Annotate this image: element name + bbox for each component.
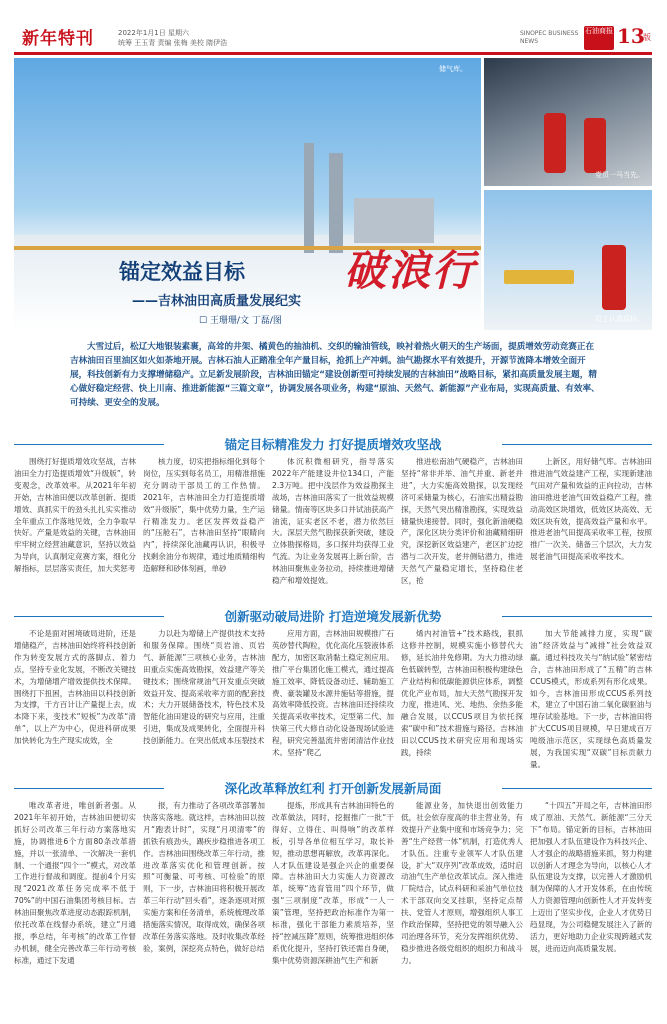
worker-figure [602,245,626,310]
text-column: 不论是面对困境破局进阶，还是增储稳产，吉林油田始终将科技创新作为转变发展方式的落脚点、着力点，坚持专业化发展，不断改关键技术，为增储增产增效提供技术保障。围绕打下扭困，吉林油田以科技创新为支撑，干方百计让产量提上去，成本降下来，变技术“短板”为改革“清单”，以上产为中心，促进科研成果加快转化为生产现实成效，全 [14,629,136,746]
section-body-3 [14,800,652,1018]
text-column: 报，有力推动了各项改革部署加快落实落地。就这样，吉林油田以按月“跑表计时”，实现“月项清零”的抓铁有痕劲头，踢疾步稳推进各项工作。吉林油田围绕改革三年行动，推进改革落实优化和管理创新。按照“可衡量、可考核、可检验”的原则，下一步，吉林油田将积极开展改革三年行动“回头看”，逐条逐项对照实施方案和任务清单，系统梳理改革措施落实情况，取得成效，确保各项改革任务落实落地。及时收集改革经验，案例，深挖亮点特色，做好总结 [143,801,265,953]
side-photo-inspection [484,190,652,330]
page-suffix: 版 [643,33,651,42]
hero-photo-caption: 储气库。 [439,65,467,73]
text-column: 核力度，切实把指标细化到每个岗位，压实到每名员工，用精准措施充分调动干部员工的工作热情。2021年，吉林油田全力打造提质增效“升级版”，集中优势力量，生产运行精准发力。老区发挥效益稳产的“压舱石”，吉林油田坚持“眼睛向内”，持续深化油藏再认识，积极寻找剩余油分布规律，通过地质精细构造解释和砂体刻画，单砂 [143,457,265,574]
text-column: 提炼，形成具有吉林油田特色的改革做法，同时，挖掘推广一批“干得好、立得住、叫得响”的改革样板，引导各单位相互学习，取长补短，推动思想再解放，改革再深化。人才队伍建设是强企兴企的重要保障。吉林油田大力实施人力资源改革，统筹“选育管用”四个环节，做强“三项制度”改革，形成“一人一策”管理，坚持把政治标准作为第一标准，强化干部能力素质培养，坚持“控减压降”原则，统筹推进组织体系优化提升，坚持打铁还需自身硬，集中优势资源深耕油气生产和新 [272,801,394,965]
worker-figure [544,113,566,173]
section-heading-3 [14,776,652,798]
section-body-1 [14,456,652,596]
masthead-rule [14,52,652,55]
text-column: 加大节能减排力度，实现“碳油”经济效益与“减排”社会效益双赢。通过科技攻关与“纳试验”紧密结合，吉林油田形成了“五精”的吉林CCUS模式，形成系列有形化成果。如今，吉林油田形成CCUS系列技术，建立了中国石油二氧化碳驱油与埋存试验基地。下一步，吉林油田将扩大CCUS项目规模，早日建成百万吨级油示范区，实现绿色高质量发展，为我国实现“双碳”目标贡献力量。 [530,629,652,768]
side-photo-workers [484,58,652,186]
text-column: 体沉积微相研究，指导落实2022年产能建设井位134口，产能2.3万吨。把中浅层作为效益勘探主战场，吉林油田落实了一批效益规模储量。情南等区块多口井试油获高产油流，证实老区不老，潜力依然巨大。深层天然气勘探获新突破，建设立体勘探格局，多口探井均获得工业气流。为让业务发展再上新台阶，吉林油田聚焦业务拉动，持续推进增储稳产和增效提效。 [272,457,394,586]
issue-meta [118,28,227,48]
hero-photo [14,58,481,330]
masthead [0,0,667,56]
pipeline-valve [504,270,574,284]
section-title: 创新驱动破局进阶 打造逆境发展新优势 [224,609,442,624]
text-column: 能源业务，加快退出创效能力低，社会依存度高的非主营业务，有效提升产业集中度和市场竞争力；完善“生产经营一体”机制，打造优秀人才队伍。注重专业领军人才队伍建设，扩大“双序列”改革成效，适时启动油气生产单位改革试点。深入推进厂院结合，试点科研和采油气单位技术干部双向交叉挂职，坚持定点帮扶、党管人才原则，增强组织人事工作政治保障，坚持把党的领导融入公司治理各环节，充分发挥组织优势、稳步推进各级党组织的组织力和战斗力。 [401,801,523,965]
paper-english-name: SINOPEC BUSINESS NEWS [520,30,579,45]
text-column: 围绕打好提质增效攻坚战，吉林油田全力打造提质增效“升级版”，转变观念，改革效率。从2021年年初开始，吉林油田便以改革创新、提质增效、真抓实干的劲头扎扎实实推动全年重点工作落地见效，全力争取早快好。产量是效益的关键，吉林油田牢牢树立经营油藏意识，坚持以效益为导向，认真制定竞赛方案，细化分解指标，层层落实责任，加大奖惩考 [14,457,136,574]
headline-emphasis: 破浪行 [344,246,477,295]
section-title: 锚定目标精准发力 打好提质增效攻坚战 [224,437,442,452]
section-body-2 [14,628,652,768]
heading-rule [502,616,652,617]
worker-figure [584,118,606,173]
heading-rule [502,788,652,789]
headline-subtitle: ——吉林油田高质量发展纪实 [132,294,302,309]
side-photo-caption: 员工认真巡检。 [595,315,644,323]
page-number: 13 [617,24,645,48]
text-column: 应用方面，吉林油田规模推广石英砂替代陶粒，优化高化压裂液体系配方，加密区取消黏土稳定剂应用。推广平台集团化施工模式，通过提高施工效率、降低设备动迁、辅助施工费、豪装罐及水源井施钻等措施，提高效率降低投资。吉林油田还持续攻关提高采收率技术，定型第二代、加快第三代大修自动化设备现场试验进程，研究完善温流井密闭清洁作业技术。坚持“爬乙 [272,629,394,758]
text-column: 力以赴为增储上产提供技术支持和服务保障。围绕“页岩油、页岩气、新能源”三项核心业务，吉林油田重点实施高效勘探，效益建产等关键技术；围绕常规油气开发重点突破效益开发、提高采收率方面的配套技术；大力开展储备技术，特色技术及智能化油田建设的研究与应用，注重引进，集成及成果转化，全面提升科技创新能力。在突出低成本压裂技术 [143,629,265,746]
gas-facility-tank [354,198,434,243]
gas-facility-tower [329,153,343,253]
text-column: 推进松南油气硬稳产，吉林油田坚持“常非并举、油气并重、新老并进”，大力实施高效勘探，以发现经济可采储量为核心，石油实出精益勘探，天然气突出精准勘探，实现效益储量快速接替。同时，强化新油硬稳产，深化区块分类评价和油藏精细研究，深挖新区效益建产，老区扩边挖潜与二次开发，老井侧钻潜力，推进天然气产量稳定增长，坚持稳住老区，抢 [401,457,523,586]
text-column: 上新区，用好储气库。吉林油田推进油气效益建产工程，实现新建油气田对产量和效益的正向拉动，吉林油田推进老油气田效益稳产工程，推动高效区块增效，低效区块高效、无效区块有效，提高效益产量和水平。推进老油气田提高采收率工程，按照推广一次关、储备三个层次，大力发展老油气田提高采收率技术。 [530,457,652,562]
byline: ☐ 王珊珊/文 丁磊/图 [199,316,282,326]
section-title: 深化改革释放红利 打开创新发展新局面 [224,781,442,796]
issue-date: 2022年1月1日 星期六 [118,29,189,37]
issue-editors: 统筹 王玉青 责编 张梅 美校 隋伊浩 [118,39,228,47]
heading-rule [502,444,652,445]
text-column: 烯内衬油管+”技术路线，狠抓这修井控制，规模实施小修替代大修，延长油井免修期。为大力推动绿色低碳转型，吉林油田积极构建绿色产业结构和低碳能源供应体系，调整优化产业布局，加大天然气勘探开发力度，推进风、光、地热、余热多能融合发展，以CCUS项目为依托探索“碳中和”技术措施与路径。吉林油田以CCUS技术研究应用和现场实践，持续 [401,629,523,758]
gas-facility-tower [304,143,314,253]
text-column: 唯改革者进，唯创新者强。从2021年年初开始，吉林油田便切实抓好公司改革三年行动方案落地实施，协调推进6个方面80条改革措施，并以一张清单、一次解决一套机制、一个通报“四个一”模式，对改革工作进行督战和调度。提前4个月实现“2021改革任务完成率不低于70%”的中国石油集团考核目标。吉林油田聚焦改革进度动态跟踪机制，依托改革在线督办系统，建立“月通报，季总结，年考核”的改革工作督办机制，健全完善改革三年行动考核标准，通过下发通 [14,801,136,965]
headline: 锚定效益目标 [119,260,245,284]
paper-logo: 石油商报 [584,26,614,50]
special-issue-title: 新年特刊 [22,29,94,49]
section-heading-2 [14,604,652,626]
text-column: “十四五”开局之年，吉林油田形成了原油、天然气、新能源“三分天下”布局。锚定新的目标，吉林油田把加强人才队伍建设作为科技兴企、人才强企的战略措施来抓，努力构建以创新人才理念为导向，以核心人才队伍建设为支撑，以完善人才激励机制为保障的人才开发体系，在由传统人力资源管理向创新性人才开发转变上迈出了坚实步伐，企业人才优势日趋显现，为公司稳健发展注入了新的活力，更好地助力企业实现跨越式发展，进而迈向高质量发展。 [530,801,652,953]
section-heading-1 [14,432,652,454]
lead-paragraph: 大雪过后，松辽大地银装素裹，高耸的井架、橘黄色的抽油机、交织的输油管线，映衬着热火朝天的生产场面，提质增效劳动竞赛正在吉林油田百里油区如火如荼地开展。吉林石油人正踏准全年产量目标，抢抓上产冲刺。油气勘探水平有效提升，开源节流降本增效全面开展，科技创新有力支撑增储稳产。立足新发展阶段，吉林油田锚定“建设创新型可持续发展的吉林油田”战略目标，紧扣高质量发展主题，精心做好稳定经营、快上川南、推进新能源“三篇文章”，协调发展各项业务，构建“原油、天然气、新能源”产业布局，实现高质量、有效率、可持续、更安全的发展。 [70,342,600,408]
side-photo-caption: 党员一马当先。 [595,171,644,179]
